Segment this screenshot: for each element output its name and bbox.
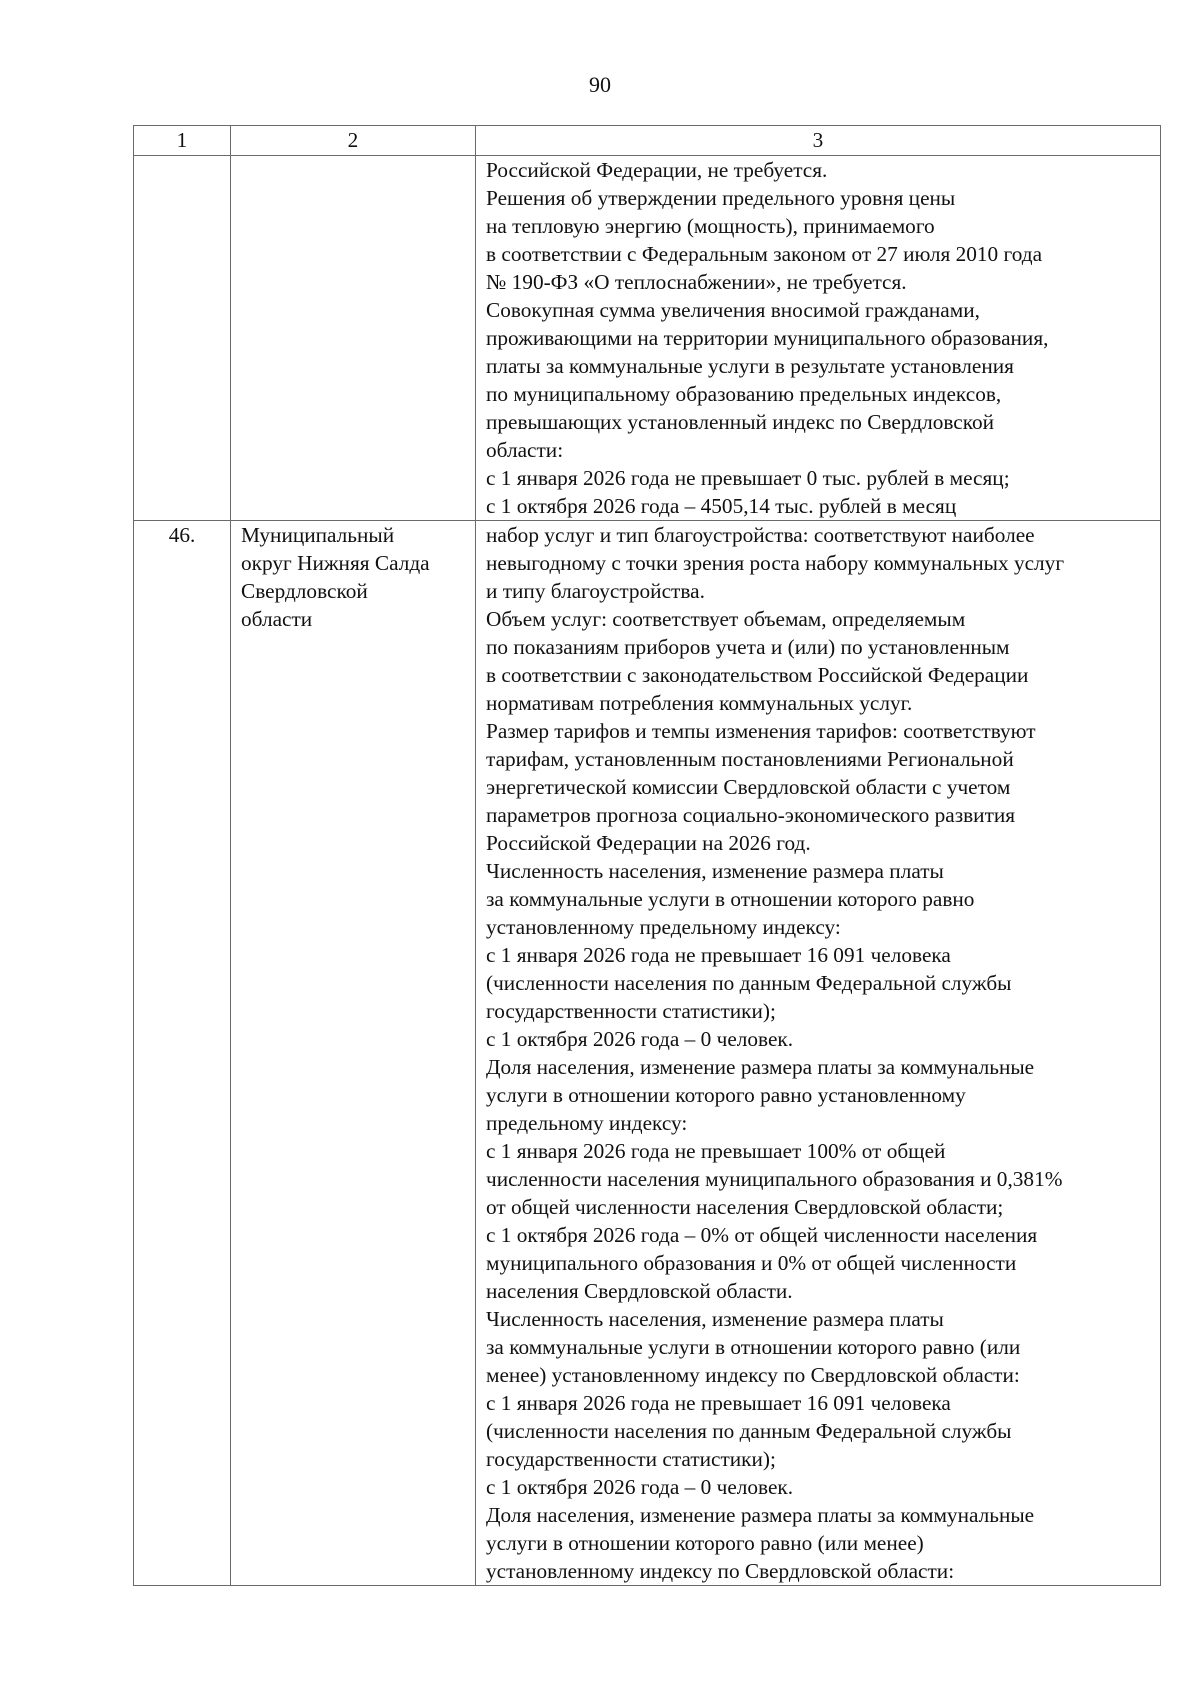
- description-cell: [476, 156, 1161, 521]
- municipality-cell: [231, 521, 476, 1586]
- text-line: на тепловую энергию (мощность), принимаемого: [486, 214, 935, 238]
- text-line: Численность населения, изменение размера платы: [486, 1307, 944, 1331]
- description-cell: [476, 521, 1161, 1586]
- text-line: Численность населения, изменение размера платы: [486, 859, 944, 883]
- text-line: Доля населения, изменение размера платы за коммунальные: [486, 1503, 1035, 1527]
- text-line: Объем услуг: соответствует объемам, определяемым: [486, 607, 966, 631]
- text-line: в соответствии с законодательством Российской Федерации: [486, 663, 1029, 687]
- text-line: Совокупная сумма увеличения вносимой гражданами,: [486, 298, 980, 322]
- text-line: предельному индексу:: [486, 1111, 688, 1135]
- text-line: платы за коммунальные услуги в результате установления: [486, 354, 1014, 378]
- text-line: услуги в отношении которого равно установленному: [486, 1083, 966, 1107]
- column-header-1: 1: [134, 126, 231, 156]
- text-line: области:: [486, 438, 564, 462]
- text-line: установленному предельному индексу:: [486, 915, 841, 939]
- text-line: от общей численности населения Свердловской области;: [486, 1195, 1004, 1219]
- text-line: Российской Федерации на 2026 год.: [486, 831, 811, 855]
- text-line: Муниципальный: [241, 523, 395, 547]
- text-line: превышающих установленный индекс по Свердловской: [486, 410, 995, 434]
- row-number-cell: [134, 156, 231, 521]
- text-line: (численности населения по данным Федеральной службы: [486, 1419, 1012, 1443]
- text-line: невыгодному с точки зрения роста набору коммунальных услуг: [486, 551, 1065, 575]
- text-line: (численности населения по данным Федеральной службы: [486, 971, 1012, 995]
- text-line: Российской Федерации, не требуется.: [486, 158, 828, 182]
- text-line: государственности статистики);: [486, 999, 776, 1023]
- text-line: № 190-ФЗ «О теплоснабжении», не требуется.: [486, 270, 907, 294]
- text-line: за коммунальные услуги в отношении которого равно: [486, 887, 975, 911]
- document-table: [133, 125, 1161, 1586]
- text-line: с 1 октября 2026 года – 0 человек.: [486, 1027, 794, 1051]
- text-line: муниципального образования и 0% от общей численности: [486, 1251, 1017, 1275]
- text-line: с 1 октября 2026 года – 0% от общей численности населения: [486, 1223, 1038, 1247]
- municipality-cell: [231, 156, 476, 521]
- row-number-cell: 46.: [134, 521, 231, 1586]
- text-line: области: [241, 607, 313, 631]
- text-line: по муниципальному образованию предельных индексов,: [486, 382, 1002, 406]
- table-header-row: [134, 126, 1161, 156]
- text-line: нормативам потребления коммунальных услуг.: [486, 691, 913, 715]
- text-line: с 1 октября 2026 года – 0 человек.: [486, 1475, 794, 1499]
- text-line: Решения об утверждении предельного уровня цены: [486, 186, 956, 210]
- text-line: Свердловской: [241, 579, 368, 603]
- text-line: округ Нижняя Салда: [241, 551, 430, 575]
- text-line: и типу благоустройства.: [486, 579, 705, 603]
- text-line: энергетической комиссии Свердловской области с учетом: [486, 775, 1011, 799]
- text-line: тарифам, установленным постановлениями Региональной: [486, 747, 1014, 771]
- text-line: установленному индексу по Свердловской области:: [486, 1559, 955, 1583]
- text-line: проживающими на территории муниципального образования,: [486, 326, 1049, 350]
- text-line: услуги в отношении которого равно (или менее): [486, 1531, 924, 1555]
- text-line: менее) установленному индексу по Свердловской области:: [486, 1363, 1020, 1387]
- text-line: в соответствии с Федеральным законом от 27 июля 2010 года: [486, 242, 1043, 266]
- text-line: параметров прогноза социально-экономического развития: [486, 803, 1016, 827]
- text-line: за коммунальные услуги в отношении которого равно (или: [486, 1335, 1021, 1359]
- table-row: [134, 521, 1161, 1586]
- text-line: с 1 января 2026 года не превышает 16 091 человека: [486, 943, 951, 967]
- text-line: с 1 января 2026 года не превышает 0 тыс. рублей в месяц;: [486, 466, 1010, 490]
- column-header-2: 2: [231, 126, 476, 156]
- text-line: государственности статистики);: [486, 1447, 776, 1471]
- text-line: набор услуг и тип благоустройства: соответствуют наиболее: [486, 523, 1035, 547]
- text-line: населения Свердловской области.: [486, 1279, 793, 1303]
- text-line: по показаниям приборов учета и (или) по установленным: [486, 635, 1010, 659]
- text-line: с 1 октября 2026 года – 4505,14 тыс. рублей в месяц: [486, 494, 957, 518]
- column-header-3: 3: [476, 126, 1161, 156]
- page-number: 90: [589, 72, 611, 97]
- table-row: [134, 156, 1161, 521]
- text-line: Доля населения, изменение размера платы за коммунальные: [486, 1055, 1035, 1079]
- text-line: численности населения муниципального образования и 0,381%: [486, 1167, 1063, 1191]
- text-line: с 1 января 2026 года не превышает 16 091 человека: [486, 1391, 951, 1415]
- text-line: Размер тарифов и темпы изменения тарифов: соответствуют: [486, 719, 1036, 743]
- text-line: с 1 января 2026 года не превышает 100% от общей: [486, 1139, 946, 1163]
